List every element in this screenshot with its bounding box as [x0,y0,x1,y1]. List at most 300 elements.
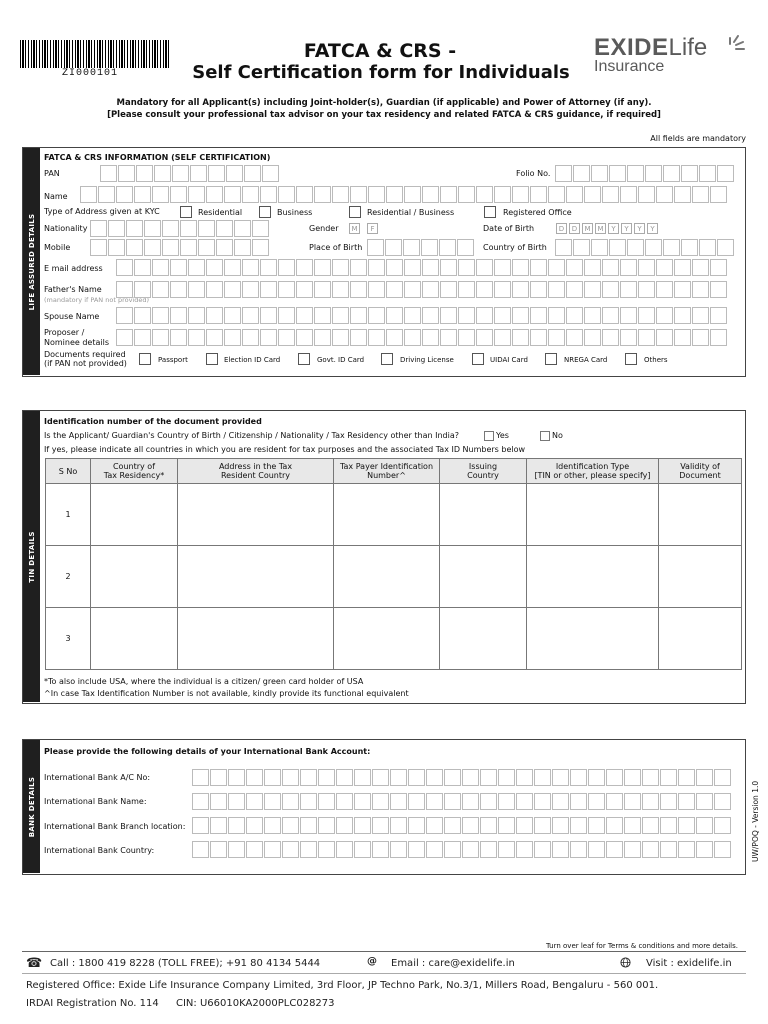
char-box[interactable] [656,307,673,324]
cell-input[interactable] [334,484,440,546]
char-box[interactable] [692,259,709,276]
char-box[interactable] [134,307,151,324]
char-box[interactable] [498,841,515,858]
char-box[interactable] [692,329,709,346]
char-box[interactable] [90,239,107,256]
char-box[interactable] [663,165,680,182]
char-box[interactable] [660,817,677,834]
char-box[interactable] [408,793,425,810]
char-box[interactable] [278,186,295,203]
char-box[interactable] [624,793,641,810]
char-box[interactable] [300,841,317,858]
char-box[interactable] [674,281,691,298]
char-box[interactable] [152,329,169,346]
father-name-input[interactable] [116,281,728,298]
char-box[interactable] [573,239,590,256]
char-box[interactable] [422,307,439,324]
char-box[interactable] [440,329,457,346]
char-box[interactable] [591,165,608,182]
char-box[interactable] [385,239,402,256]
char-box[interactable] [476,329,493,346]
char-box[interactable] [606,841,623,858]
char-box[interactable] [444,793,461,810]
char-box[interactable] [206,186,223,203]
char-box[interactable] [512,307,529,324]
char-box[interactable] [512,281,529,298]
char-box[interactable] [170,281,187,298]
char-box[interactable] [206,307,223,324]
char-box[interactable] [494,307,511,324]
char-box[interactable] [656,281,673,298]
char-box[interactable] [224,281,241,298]
char-box[interactable] [116,329,133,346]
char-box[interactable] [480,841,497,858]
char-box[interactable] [588,769,605,786]
char-box[interactable] [404,281,421,298]
char-box[interactable] [260,281,277,298]
char-box[interactable] [638,186,655,203]
country-of-birth-input[interactable] [555,239,735,256]
char-box[interactable] [228,769,245,786]
char-box[interactable] [422,281,439,298]
char-box[interactable] [534,841,551,858]
char-box[interactable] [206,259,223,276]
char-box[interactable] [714,793,731,810]
dob-cell[interactable]: Y [621,223,632,234]
char-box[interactable] [660,841,677,858]
char-box[interactable] [242,259,259,276]
cell-input[interactable] [91,608,178,670]
char-box[interactable] [444,817,461,834]
cell-input[interactable] [659,608,742,670]
char-box[interactable] [282,769,299,786]
cell-input[interactable] [440,546,527,608]
char-box[interactable] [152,259,169,276]
char-box[interactable] [548,281,565,298]
char-box[interactable] [210,793,227,810]
char-box[interactable] [584,259,601,276]
char-box[interactable] [602,186,619,203]
char-box[interactable] [108,220,125,237]
char-box[interactable] [170,186,187,203]
char-box[interactable] [216,239,233,256]
char-box[interactable] [458,281,475,298]
char-box[interactable] [458,259,475,276]
char-box[interactable] [314,329,331,346]
char-box[interactable] [476,259,493,276]
dob-cell[interactable]: Y [647,223,658,234]
char-box[interactable] [476,186,493,203]
char-box[interactable] [602,329,619,346]
char-box[interactable] [372,769,389,786]
char-box[interactable] [262,165,279,182]
char-box[interactable] [116,259,133,276]
cell-input[interactable] [659,546,742,608]
char-box[interactable] [152,307,169,324]
char-box[interactable] [134,259,151,276]
char-box[interactable] [696,817,713,834]
char-box[interactable] [584,186,601,203]
char-box[interactable] [512,259,529,276]
char-box[interactable] [318,769,335,786]
char-box[interactable] [386,329,403,346]
char-box[interactable] [278,259,295,276]
char-box[interactable] [678,793,695,810]
char-box[interactable] [440,259,457,276]
char-box[interactable] [494,281,511,298]
char-box[interactable] [264,817,281,834]
char-box[interactable] [198,239,215,256]
char-box[interactable] [354,769,371,786]
char-box[interactable] [354,817,371,834]
char-box[interactable] [108,239,125,256]
char-box[interactable] [354,841,371,858]
char-box[interactable] [602,307,619,324]
char-box[interactable] [206,329,223,346]
cell-input[interactable] [527,608,659,670]
char-box[interactable] [710,186,727,203]
char-box[interactable] [426,817,443,834]
char-box[interactable] [244,165,261,182]
char-box[interactable] [170,329,187,346]
mobile-input[interactable] [90,239,270,256]
char-box[interactable] [188,329,205,346]
char-box[interactable] [206,281,223,298]
char-box[interactable] [444,769,461,786]
char-box[interactable] [408,841,425,858]
char-box[interactable] [426,769,443,786]
char-box[interactable] [336,769,353,786]
char-box[interactable] [699,239,716,256]
proposer-input[interactable] [116,329,728,346]
char-box[interactable] [296,259,313,276]
char-box[interactable] [512,186,529,203]
bank-branch-input[interactable] [192,817,732,834]
char-box[interactable] [260,186,277,203]
char-box[interactable] [224,186,241,203]
char-box[interactable] [180,239,197,256]
char-box[interactable] [314,186,331,203]
char-box[interactable] [552,769,569,786]
char-box[interactable] [260,329,277,346]
doc-nrega-checkbox[interactable] [545,353,557,365]
char-box[interactable] [278,329,295,346]
char-box[interactable] [570,793,587,810]
char-box[interactable] [350,186,367,203]
char-box[interactable] [368,307,385,324]
char-box[interactable] [642,817,659,834]
char-box[interactable] [126,220,143,237]
char-box[interactable] [552,841,569,858]
char-box[interactable] [660,793,677,810]
char-box[interactable] [458,307,475,324]
char-box[interactable] [714,817,731,834]
char-box[interactable] [192,817,209,834]
char-box[interactable] [426,841,443,858]
char-box[interactable] [566,186,583,203]
char-box[interactable] [134,281,151,298]
dob-cell[interactable]: M [582,223,593,234]
char-box[interactable] [606,793,623,810]
bank-country-input[interactable] [192,841,732,858]
cell-input[interactable] [334,608,440,670]
char-box[interactable] [710,329,727,346]
char-box[interactable] [480,817,497,834]
char-box[interactable] [692,186,709,203]
char-box[interactable] [440,281,457,298]
char-box[interactable] [638,329,655,346]
char-box[interactable] [696,793,713,810]
char-box[interactable] [480,769,497,786]
char-box[interactable] [444,841,461,858]
char-box[interactable] [674,186,691,203]
char-box[interactable] [440,307,457,324]
char-box[interactable] [548,186,565,203]
char-box[interactable] [134,329,151,346]
char-box[interactable] [314,307,331,324]
char-box[interactable] [408,817,425,834]
char-box[interactable] [368,259,385,276]
char-box[interactable] [350,259,367,276]
char-box[interactable] [606,769,623,786]
char-box[interactable] [457,239,474,256]
business-checkbox[interactable] [259,206,271,218]
char-box[interactable] [224,329,241,346]
char-box[interactable] [591,239,608,256]
char-box[interactable] [216,220,233,237]
char-box[interactable] [498,793,515,810]
char-box[interactable] [717,165,734,182]
char-box[interactable] [674,329,691,346]
char-box[interactable] [190,165,207,182]
char-box[interactable] [678,817,695,834]
char-box[interactable] [228,817,245,834]
char-box[interactable] [566,281,583,298]
char-box[interactable] [152,281,169,298]
char-box[interactable] [674,307,691,324]
char-box[interactable] [570,841,587,858]
char-box[interactable] [300,769,317,786]
char-box[interactable] [228,841,245,858]
char-box[interactable] [620,259,637,276]
char-box[interactable] [234,220,251,237]
cell-input[interactable] [334,546,440,608]
char-box[interactable] [660,769,677,786]
char-box[interactable] [278,307,295,324]
char-box[interactable] [678,841,695,858]
char-box[interactable] [282,817,299,834]
char-box[interactable] [439,239,456,256]
char-box[interactable] [126,239,143,256]
char-box[interactable] [624,769,641,786]
char-box[interactable] [252,220,269,237]
spouse-name-input[interactable] [116,307,728,324]
char-box[interactable] [372,817,389,834]
cell-input[interactable] [178,608,334,670]
char-box[interactable] [260,307,277,324]
char-box[interactable] [494,186,511,203]
char-box[interactable] [98,186,115,203]
char-box[interactable] [663,239,680,256]
char-box[interactable] [144,220,161,237]
char-box[interactable] [246,769,263,786]
char-box[interactable] [588,817,605,834]
char-box[interactable] [620,281,637,298]
char-box[interactable] [516,769,533,786]
char-box[interactable] [462,793,479,810]
char-box[interactable] [552,817,569,834]
char-box[interactable] [642,841,659,858]
char-box[interactable] [118,165,135,182]
char-box[interactable] [136,165,153,182]
char-box[interactable] [627,165,644,182]
bank-name-input[interactable] [192,793,732,810]
char-box[interactable] [154,165,171,182]
char-box[interactable] [224,307,241,324]
char-box[interactable] [458,329,475,346]
dob-cell[interactable]: Y [634,223,645,234]
char-box[interactable] [296,329,313,346]
char-box[interactable] [386,259,403,276]
cell-input[interactable] [178,546,334,608]
char-box[interactable] [116,307,133,324]
char-box[interactable] [570,769,587,786]
char-box[interactable] [336,817,353,834]
char-box[interactable] [350,329,367,346]
char-box[interactable] [440,186,457,203]
cell-input[interactable] [178,484,334,546]
char-box[interactable] [368,281,385,298]
char-box[interactable] [242,329,259,346]
char-box[interactable] [606,817,623,834]
char-box[interactable] [714,769,731,786]
nationality-input[interactable] [90,220,270,237]
char-box[interactable] [144,239,161,256]
dob-cell[interactable]: Y [608,223,619,234]
char-box[interactable] [548,307,565,324]
char-box[interactable] [494,329,511,346]
char-box[interactable] [264,769,281,786]
char-box[interactable] [300,793,317,810]
char-box[interactable] [609,165,626,182]
char-box[interactable] [710,281,727,298]
char-box[interactable] [180,220,197,237]
char-box[interactable] [530,259,547,276]
char-box[interactable] [242,281,259,298]
char-box[interactable] [404,329,421,346]
char-box[interactable] [282,793,299,810]
doc-election-checkbox[interactable] [206,353,218,365]
char-box[interactable] [210,769,227,786]
char-box[interactable] [332,329,349,346]
char-box[interactable] [555,165,572,182]
char-box[interactable] [332,259,349,276]
char-box[interactable] [476,307,493,324]
char-box[interactable] [386,281,403,298]
char-box[interactable] [404,259,421,276]
char-box[interactable] [246,793,263,810]
char-box[interactable] [332,186,349,203]
char-box[interactable] [422,329,439,346]
char-box[interactable] [609,239,626,256]
place-of-birth-input[interactable] [367,239,475,256]
char-box[interactable] [498,817,515,834]
char-box[interactable] [566,259,583,276]
char-box[interactable] [530,281,547,298]
char-box[interactable] [367,239,384,256]
char-box[interactable] [198,220,215,237]
char-box[interactable] [692,307,709,324]
registered-office-checkbox[interactable] [484,206,496,218]
char-box[interactable] [494,259,511,276]
char-box[interactable] [642,793,659,810]
char-box[interactable] [318,841,335,858]
char-box[interactable] [717,239,734,256]
char-box[interactable] [282,841,299,858]
char-box[interactable] [534,769,551,786]
char-box[interactable] [530,186,547,203]
char-box[interactable] [234,239,251,256]
char-box[interactable] [350,307,367,324]
char-box[interactable] [350,281,367,298]
char-box[interactable] [710,259,727,276]
char-box[interactable] [252,239,269,256]
char-box[interactable] [386,307,403,324]
char-box[interactable] [602,281,619,298]
char-box[interactable] [620,307,637,324]
dob-input[interactable] [556,223,658,234]
char-box[interactable] [300,817,317,834]
residential-checkbox[interactable] [180,206,192,218]
char-box[interactable] [314,281,331,298]
cell-input[interactable] [440,484,527,546]
char-box[interactable] [584,281,601,298]
char-box[interactable] [172,165,189,182]
char-box[interactable] [656,186,673,203]
char-box[interactable] [264,793,281,810]
char-box[interactable] [134,186,151,203]
dob-cell[interactable]: D [556,223,567,234]
char-box[interactable] [296,186,313,203]
char-box[interactable] [620,329,637,346]
char-box[interactable] [188,281,205,298]
char-box[interactable] [588,793,605,810]
char-box[interactable] [570,817,587,834]
char-box[interactable] [638,307,655,324]
char-box[interactable] [386,186,403,203]
cell-input[interactable] [91,546,178,608]
char-box[interactable] [332,307,349,324]
doc-govt-id-checkbox[interactable] [298,353,310,365]
char-box[interactable] [584,329,601,346]
cell-input[interactable] [91,484,178,546]
char-box[interactable] [170,259,187,276]
char-box[interactable] [116,186,133,203]
char-box[interactable] [624,817,641,834]
char-box[interactable] [534,793,551,810]
char-box[interactable] [260,259,277,276]
doc-driving-checkbox[interactable] [381,353,393,365]
char-box[interactable] [90,220,107,237]
char-box[interactable] [530,307,547,324]
char-box[interactable] [246,841,263,858]
char-box[interactable] [332,281,349,298]
char-box[interactable] [627,239,644,256]
residential-business-checkbox[interactable] [349,206,361,218]
char-box[interactable] [404,307,421,324]
cell-input[interactable] [659,484,742,546]
char-box[interactable] [530,329,547,346]
